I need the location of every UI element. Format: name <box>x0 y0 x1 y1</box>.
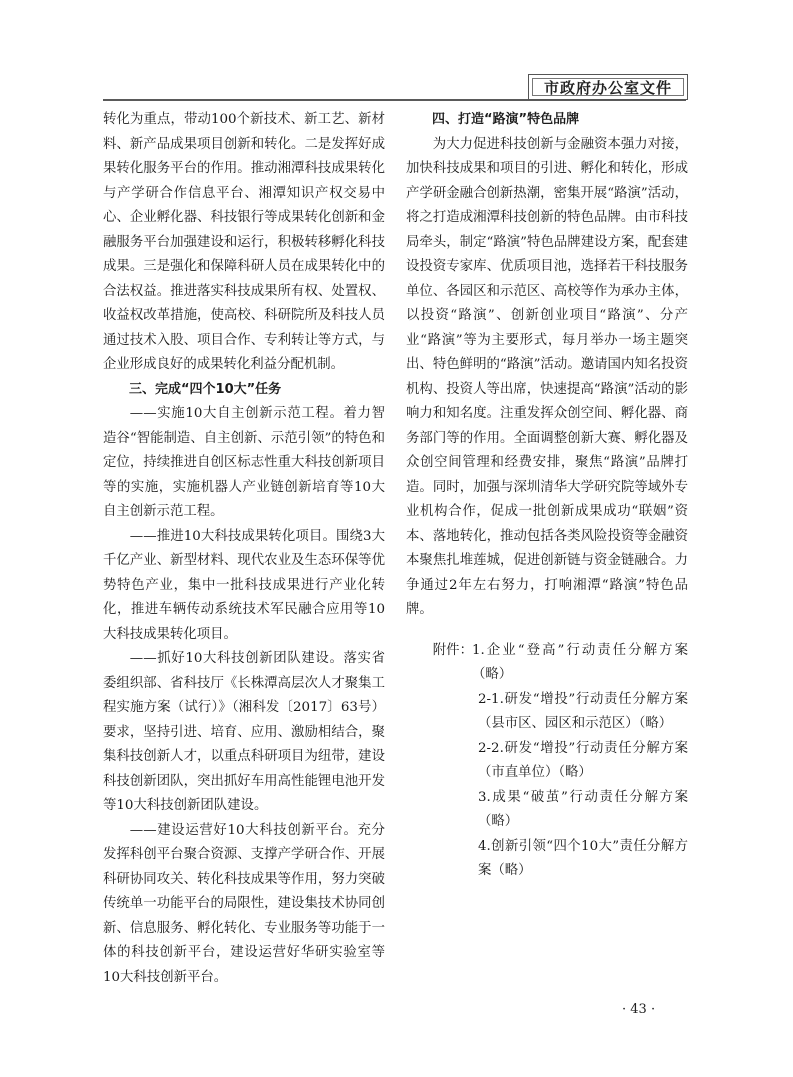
attachment-item: 4.创新引领“四个10大”责任分解方案（略） <box>478 838 688 878</box>
attachment-item: 3.成果“破茧”行动责任分解方案（略） <box>478 789 688 829</box>
paragraph: 为大力促进科技创新与金融资本强力对接，加快科技成果和项目的引进、孵化和转化，形成产学研金融合创新热潮，密集开展“路演”活动，将之打造成湘潭科技创新的特色品牌。由市科技局牵头，制定“路演”特色品牌建设方案，配套建设投资专家库、优质项目池，选择若干科技服务单位、各园区和示范区、高校等作为承办主体，以投资“路演”、创新创业项目“路演”、分产业“路演”等为主要形式，每月举办一场主题突出、特色鲜明的“路演”活动。邀请国内知名投资机构、投资人等出席，快速提高“路演”活动的影响力和知名度。注重发挥众创空间、孵化器、商务部门等的作用。全面调整创新大赛、孵化器及众创空间管理和经费安排，聚焦“路演”品牌打造。同时，加强与深圳清华大学研究院等域外专业机构合作，促成一批创新成果成功“联姻”资本、落地转化，推动包括各类风险投资等金融资本聚焦扎堆莲城，促进创新链与资金链融合。力争通过2年左右努力，打响湘潭“路演”特色品牌。 <box>406 136 688 617</box>
attachment-first-line <box>406 639 688 688</box>
header-box <box>528 74 688 100</box>
spacer <box>406 623 688 639</box>
attachment-item: 2-1.研发“增投”行动责任分解方案（县市区、园区和示范区）（略） <box>478 691 688 731</box>
right-column <box>406 108 688 884</box>
attachment-item: 1.企业“登高”行动责任分解方案（略） <box>472 642 688 682</box>
section-heading: 三、完成“四个10大”任务 <box>129 381 282 397</box>
paragraph: ——推进10大科技成果转化项目。围绕3大千亿产业、新型材料、现代农业及生态环保等优势特色产业，集中一批科技成果进行产业化转化，推进车辆传动系统技术军民融合应用等10大科技成果转化项目。 <box>103 528 385 642</box>
paragraph: 转化为重点，带动100个新技术、新工艺、新材料、新产品成果项目创新和转化。二是发挥好成果转化服务平台的作用。推动湘潭科技成果转化与产学研合作信息平台、湘潭知识产权交易中心、企业孵化器、科技银行等成果转化创新和金融服务平台加强建设和运行，积极转移孵化科技成果。三是强化和保障科研人员在成果转化中的合法权益。推进落实科技成果所有权、处置权、收益权改革措施，使高校、科研院所及科技人员通过技术入股、项目合作、专利转让等方式，与企业形成良好的成果转化利益分配机制。 <box>103 112 385 372</box>
section-heading: 四、打造“路演”特色品牌 <box>432 112 580 127</box>
attachment-item: 2-2.研发“增投”行动责任分解方案（市直单位）（略） <box>478 740 688 780</box>
attachment-list <box>406 639 688 884</box>
paragraph: ——实施10大自主创新示范工程。着力智造谷“智能制造、自主创新、示范引领”的特色和定位，持续推进自创区标志性重大科技创新项目等的实施，实施机器人产业链创新培育等10大自主创新示范工程。 <box>103 406 385 519</box>
paragraph: ——抓好10大科技创新团队建设。落实省委组织部、省科技厅《长株潭高层次人才聚集工程实施方案（试行）》（湘科发〔2017〕63号）要求，坚持引进、培育、应用、激励相结合，聚集科技创新人才，以重点科研项目为纽带，建设科技创新团队，突出抓好车用高性能锂电池开发等10大科技创新团队建设。 <box>103 651 385 813</box>
attachment-label: 附件： <box>432 642 473 658</box>
paragraph: ——建设运营好10大科技创新平台。充分发挥科创平台聚合资源、支撑产学研合作、开展科研协同攻关、转化科技成果等作用，努力突破传统单一功能平台的局限性，建设集技术协同创新、信息服务、孵化转化、专业服务等功能于一体的科技创新平台，建设运营好华研实验室等10大科技创新平台。 <box>103 822 385 985</box>
page-number: · 43 · <box>622 1002 656 1017</box>
header-title: 市政府办公室文件 <box>532 78 684 96</box>
left-column <box>103 108 385 990</box>
